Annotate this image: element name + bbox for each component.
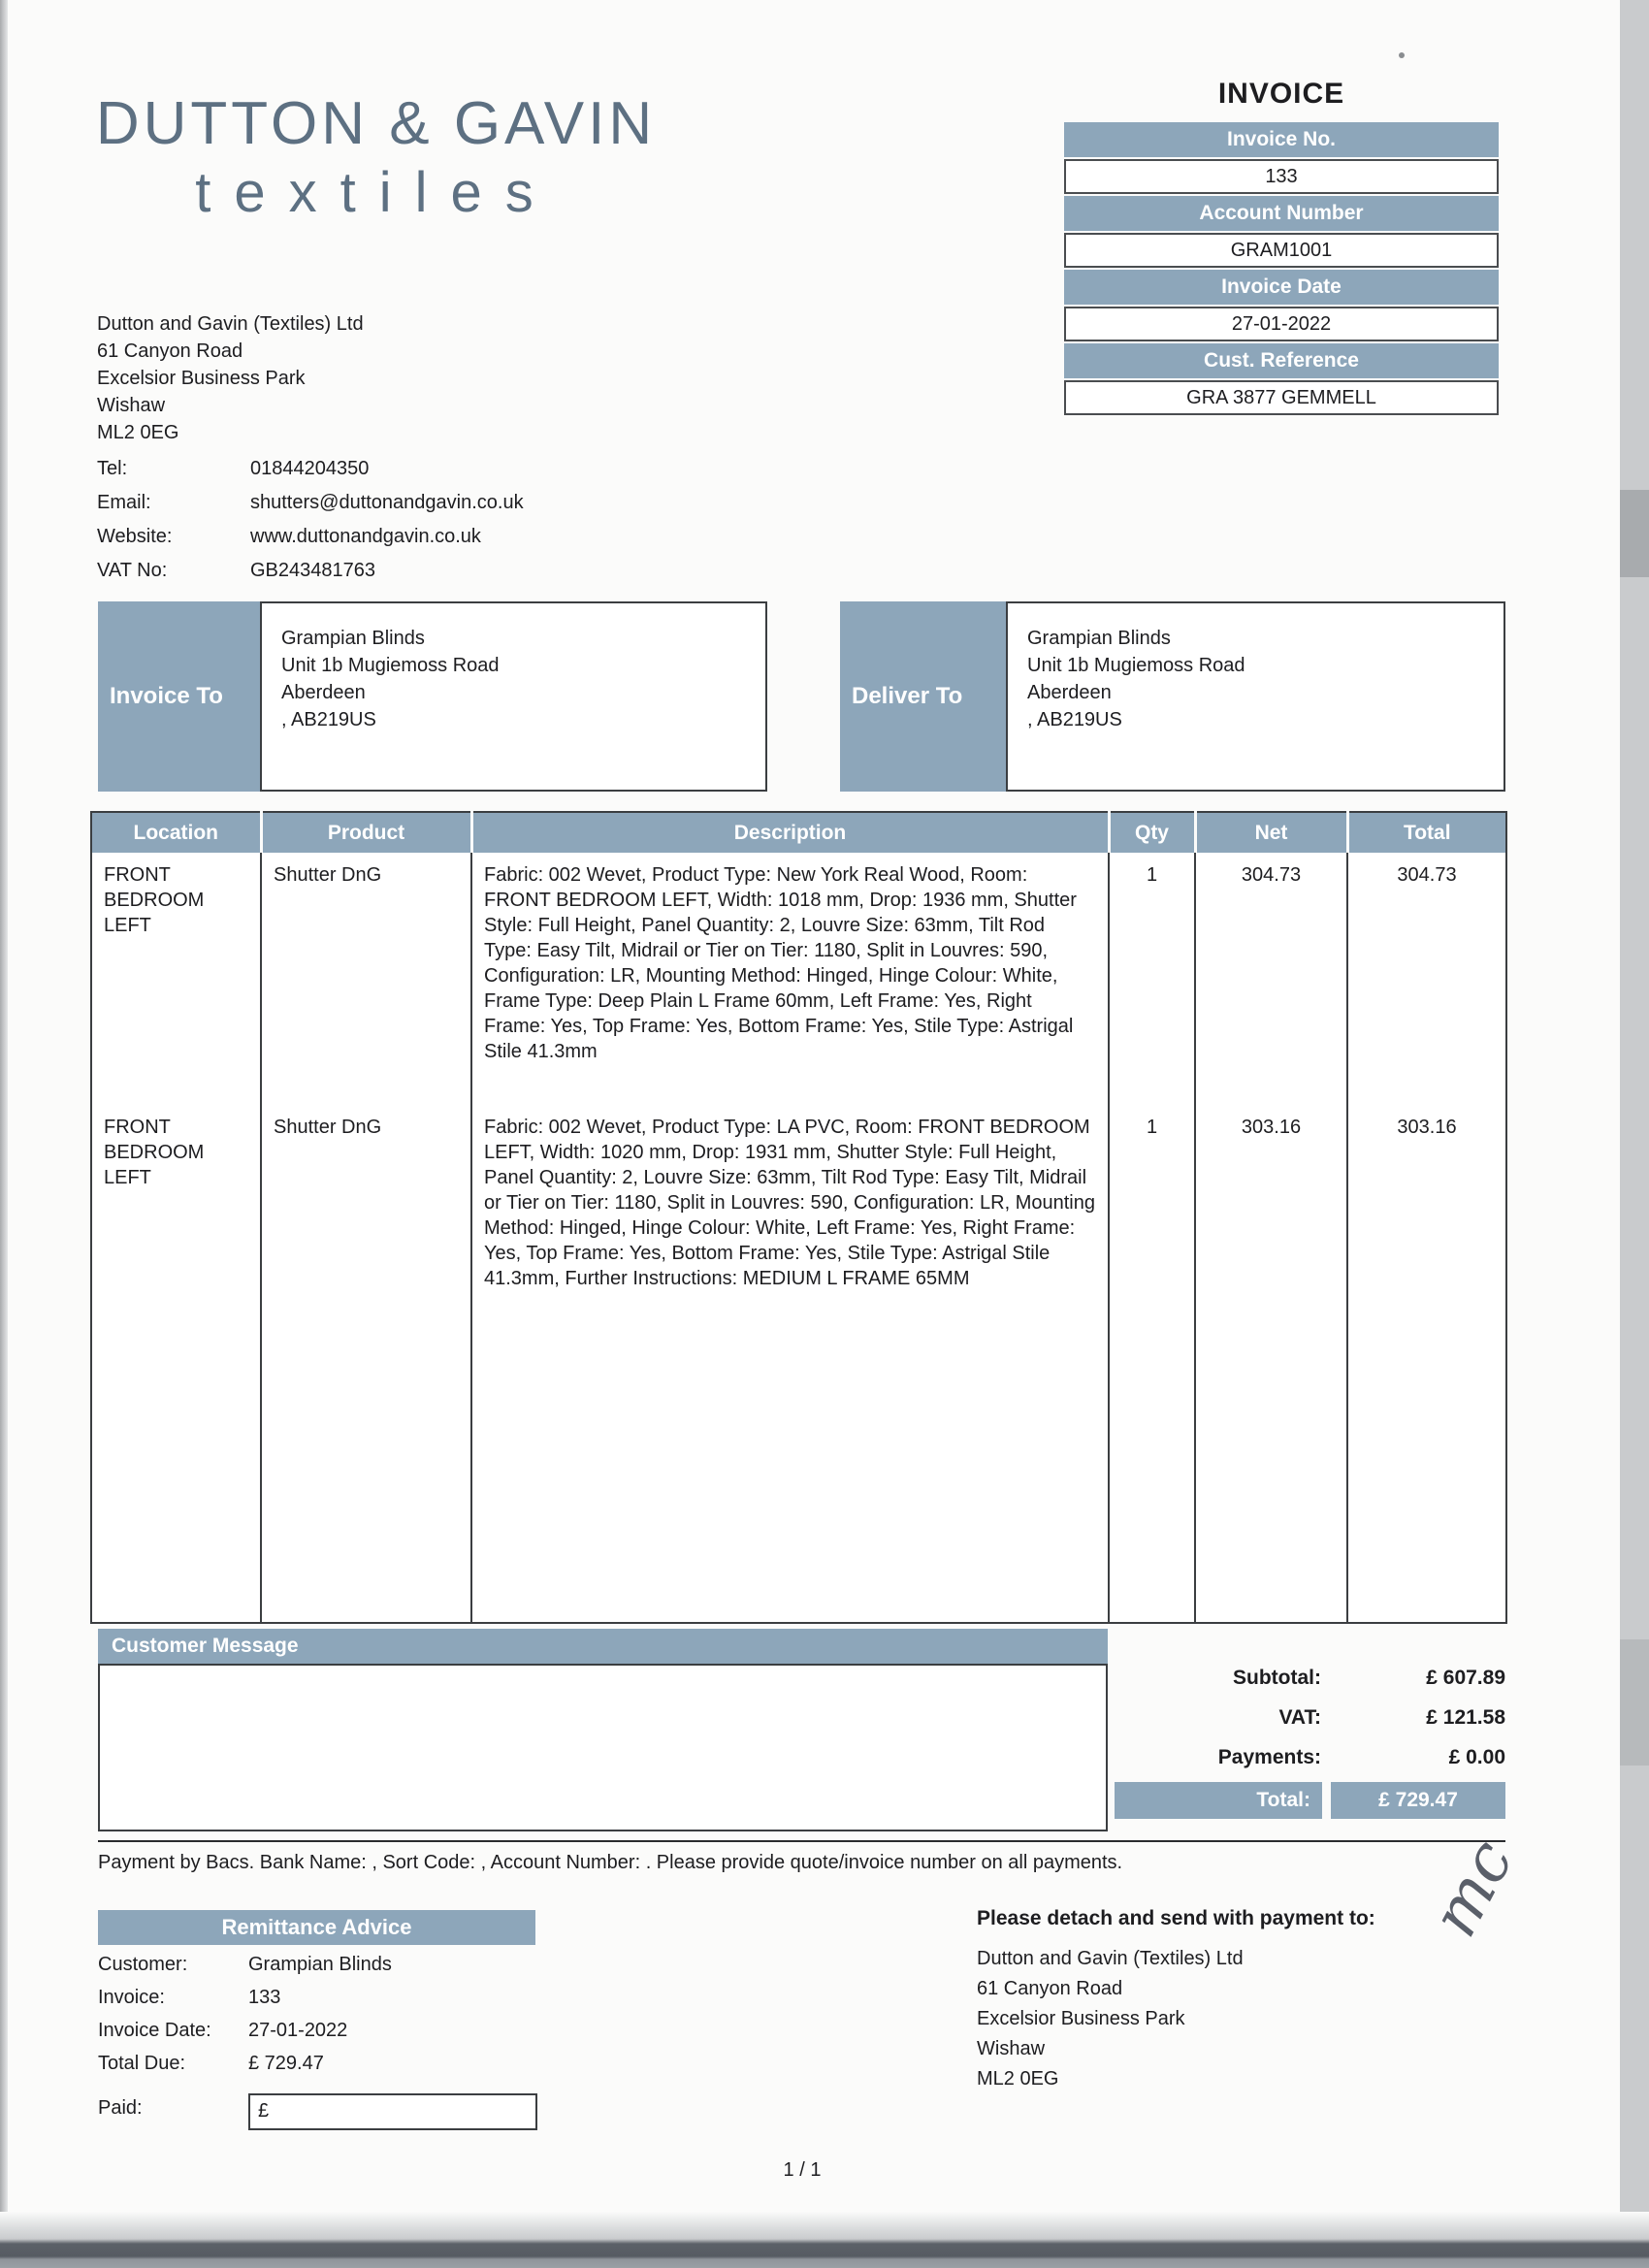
item-location: FRONT BEDROOM LEFT bbox=[104, 1117, 205, 1188]
remittance-total-due-row bbox=[98, 2053, 392, 2086]
items-table bbox=[90, 811, 1507, 1624]
detach-address-line: Wishaw bbox=[977, 2038, 1046, 2059]
vat-value: GB243481763 bbox=[250, 560, 376, 581]
detach-address-line: 61 Canyon Road bbox=[977, 1978, 1123, 1999]
remittance-invoice-value: 133 bbox=[248, 1987, 281, 2008]
contact-list bbox=[97, 458, 524, 594]
item-total: 303.16 bbox=[1397, 1117, 1457, 1138]
remittance-header: Remittance Advice bbox=[98, 1910, 535, 1945]
customer-message-section bbox=[98, 1629, 1108, 1831]
item-description: Fabric: 002 Wevet, Product Type: New York Real Wood, Room: FRONT BEDROOM LEFT, Width: 1018 mm, Drop: 1936 mm, Shutter Style: Full Height, Panel Quantity: 2, Louvre Size: 63mm, Tilt Rod Type: Easy Tilt, Midrail or Tier on Tier: 1180, Split in Louvres: 590, Configuration: LR, Mounting Method: Hinged, Hinge Colour: White, Frame Type: Deep Plain L Frame 60mm, Left Frame: Yes, Right Frame: Yes, Top Frame: Yes, Bottom Frame: Yes, Stile Type: Astrigal Stile 41.3mm bbox=[484, 864, 1077, 1062]
remittance-total-due-label: Total Due: bbox=[98, 2053, 186, 2074]
invoice-to-line: , AB219US bbox=[281, 709, 376, 730]
contact-row-website bbox=[97, 526, 524, 560]
remittance-date-label: Invoice Date: bbox=[98, 2020, 211, 2041]
website-label: Website: bbox=[97, 526, 173, 547]
page-number: 1 / 1 bbox=[783, 2159, 822, 2181]
logo-line-1: DUTTON & GAVIN bbox=[95, 90, 657, 157]
vat-total-value: £ 121.58 bbox=[1426, 1705, 1505, 1729]
invoice-to-address bbox=[260, 601, 767, 792]
subtotal-row bbox=[1115, 1663, 1505, 1693]
remittance-total-due-value: £ 729.47 bbox=[248, 2053, 324, 2074]
contact-row-vat bbox=[97, 560, 524, 594]
item-net: 303.16 bbox=[1241, 1117, 1302, 1138]
company-logo bbox=[92, 89, 660, 225]
handwritten-initials: mc bbox=[1416, 1828, 1529, 1949]
total-header: Total bbox=[1347, 812, 1506, 853]
payments-label: Payments: bbox=[1217, 1745, 1321, 1768]
scan-edge-right-shadow bbox=[1620, 490, 1649, 577]
deliver-to-line: Unit 1b Mugiemoss Road bbox=[1027, 655, 1245, 676]
customer-message-box bbox=[98, 1664, 1108, 1831]
logo-line-2: textiles bbox=[195, 161, 557, 224]
description-column bbox=[471, 853, 1109, 1623]
invoice-title: INVOICE bbox=[1217, 78, 1345, 110]
invoice-no-header: Invoice No. bbox=[1064, 122, 1499, 157]
product-column bbox=[261, 853, 471, 1623]
net-header: Net bbox=[1195, 812, 1347, 853]
detach-address-line: Dutton and Gavin (Textiles) Ltd bbox=[977, 1948, 1244, 1969]
item-product: Shutter DnG bbox=[274, 864, 382, 886]
invoice-to-label: Invoice To bbox=[98, 601, 260, 792]
remittance-date-row bbox=[98, 2020, 392, 2053]
company-address-line: Dutton and Gavin (Textiles) Ltd bbox=[97, 313, 364, 335]
divider-line bbox=[98, 1840, 1505, 1842]
customer-message-header: Customer Message bbox=[98, 1629, 1108, 1664]
invoice-to-line: Grampian Blinds bbox=[281, 628, 425, 649]
totals-section bbox=[1115, 1663, 1505, 1819]
vat-label: VAT No: bbox=[97, 560, 168, 581]
net-column bbox=[1195, 853, 1347, 1623]
scan-edge-bottom bbox=[0, 2212, 1649, 2268]
location-header: Location bbox=[91, 812, 261, 853]
subtotal-value: £ 607.89 bbox=[1426, 1666, 1505, 1689]
payments-value: £ 0.00 bbox=[1448, 1745, 1505, 1768]
invoice-date-header: Invoice Date bbox=[1064, 270, 1499, 305]
remittance-customer-label: Customer: bbox=[98, 1954, 188, 1975]
vat-total-label: VAT: bbox=[1278, 1705, 1321, 1729]
deliver-to-section bbox=[840, 601, 1505, 792]
remittance-invoice-row bbox=[98, 1987, 392, 2020]
qty-header: Qty bbox=[1109, 812, 1195, 853]
paid-label: Paid: bbox=[98, 2097, 143, 2119]
website-value: www.duttonandgavin.co.uk bbox=[250, 526, 481, 547]
items-header-row bbox=[91, 812, 1506, 853]
detach-address-line: Excelsior Business Park bbox=[977, 2008, 1185, 2029]
email-label: Email: bbox=[97, 492, 151, 513]
email-value: shutters@duttonandgavin.co.uk bbox=[250, 492, 524, 513]
item-product: Shutter DnG bbox=[274, 1117, 382, 1138]
remittance-customer-row bbox=[98, 1954, 392, 1987]
detach-heading: Please detach and send with payment to: bbox=[977, 1907, 1375, 1929]
remittance-invoice-label: Invoice: bbox=[98, 1987, 165, 2008]
total-column bbox=[1347, 853, 1506, 1623]
contact-row-email bbox=[97, 492, 524, 526]
payment-note: Payment by Bacs. Bank Name: , Sort Code: , Account Number: . Please provide quote/invoice number on all payments. bbox=[98, 1852, 1123, 1873]
invoice-to-section bbox=[98, 601, 767, 792]
company-address bbox=[97, 310, 364, 446]
item-qty: 1 bbox=[1146, 1117, 1158, 1138]
paid-amount-box: £ bbox=[248, 2093, 537, 2130]
qty-column bbox=[1109, 853, 1195, 1623]
deliver-to-label: Deliver To bbox=[840, 601, 1006, 792]
deliver-to-line: , AB219US bbox=[1027, 709, 1122, 730]
items-body bbox=[91, 853, 1506, 1623]
invoice-to-line: Unit 1b Mugiemoss Road bbox=[281, 655, 500, 676]
grand-total-row bbox=[1115, 1782, 1505, 1819]
cust-reference-value: GRA 3877 GEMMELL bbox=[1064, 380, 1499, 415]
remittance-customer-value: Grampian Blinds bbox=[248, 1954, 392, 1975]
contact-row-tel bbox=[97, 458, 524, 492]
invoice-date-value: 27-01-2022 bbox=[1064, 307, 1499, 341]
location-column bbox=[91, 853, 261, 1623]
remittance-date-value: 27-01-2022 bbox=[248, 2020, 348, 2041]
detach-address-line: ML2 0EG bbox=[977, 2068, 1059, 2090]
item-qty: 1 bbox=[1146, 864, 1158, 886]
scan-edge-right bbox=[1620, 0, 1649, 2268]
account-number-value: GRAM1001 bbox=[1064, 233, 1499, 268]
vat-row bbox=[1115, 1702, 1505, 1733]
tel-label: Tel: bbox=[97, 458, 128, 479]
description-header: Description bbox=[471, 812, 1109, 853]
company-address-line: Wishaw bbox=[97, 395, 166, 416]
cust-reference-header: Cust. Reference bbox=[1064, 343, 1499, 378]
invoice-info-table bbox=[1064, 122, 1499, 417]
tel-value: 01844204350 bbox=[250, 458, 370, 479]
item-net: 304.73 bbox=[1241, 864, 1302, 886]
detach-section bbox=[977, 1907, 1442, 2094]
invoice-to-line: Aberdeen bbox=[281, 682, 366, 703]
invoice-no-value: 133 bbox=[1064, 159, 1499, 194]
payments-row bbox=[1115, 1742, 1505, 1772]
company-address-line: 61 Canyon Road bbox=[97, 340, 243, 362]
product-header: Product bbox=[261, 812, 471, 853]
scan-speck bbox=[1399, 52, 1405, 58]
deliver-to-line: Grampian Blinds bbox=[1027, 628, 1171, 649]
deliver-to-address bbox=[1006, 601, 1505, 792]
remittance-details bbox=[98, 1954, 392, 2086]
deliver-to-line: Aberdeen bbox=[1027, 682, 1112, 703]
subtotal-label: Subtotal: bbox=[1233, 1666, 1321, 1689]
grand-total-value: £ 729.47 bbox=[1331, 1782, 1505, 1819]
item-total: 304.73 bbox=[1397, 864, 1457, 886]
scan-edge-left bbox=[0, 0, 8, 2268]
item-location: FRONT BEDROOM LEFT bbox=[104, 864, 205, 936]
detach-address bbox=[977, 1944, 1442, 2094]
company-address-line: ML2 0EG bbox=[97, 422, 179, 443]
scan-edge-right-shadow bbox=[1620, 1639, 1649, 1766]
grand-total-label: Total: bbox=[1115, 1782, 1322, 1819]
company-address-line: Excelsior Business Park bbox=[97, 368, 306, 389]
account-number-header: Account Number bbox=[1064, 196, 1499, 231]
paid-row bbox=[98, 2093, 537, 2130]
item-description: Fabric: 002 Wevet, Product Type: LA PVC, Room: FRONT BEDROOM LEFT, Width: 1020 mm, Drop: 1931 mm, Shutter Style: Full Height, Panel Quantity: 2, Louvre Size: 63mm, Tilt Rod Type: Easy Tilt, Midrail or Tier on Tier: 1180, Split in Louvres: 590, Configuration: LR, Mounting Method: Hinged, Hinge Colour: White, Left Frame: Yes, Right Frame: Yes, Top Frame: Yes, Bottom Frame: Yes, Stile Type: Astrigal Stile 41.3mm, Further Instructions: MEDIUM L FRAME 65MM bbox=[484, 1117, 1095, 1289]
